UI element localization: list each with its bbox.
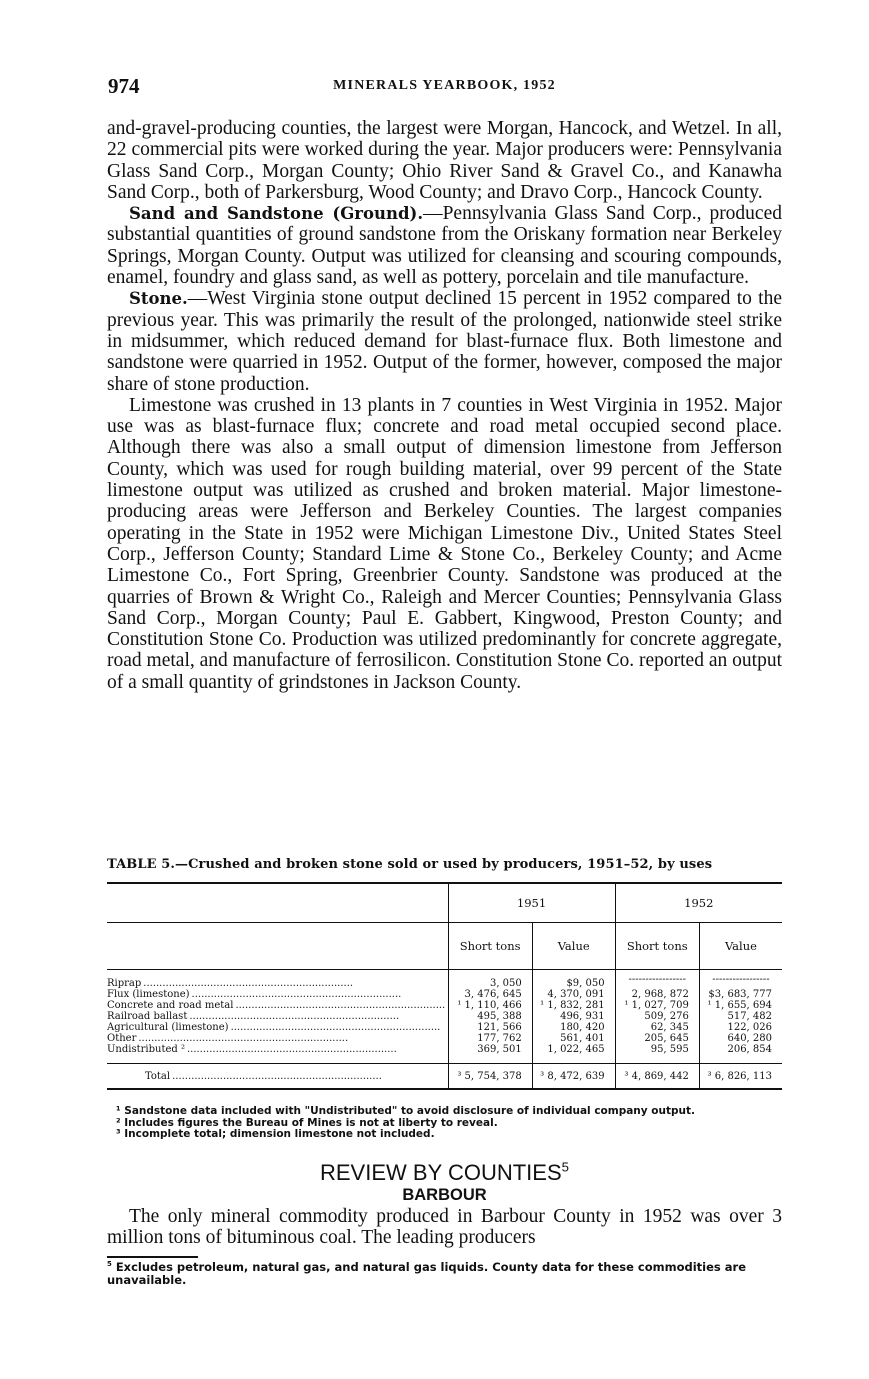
running-head: MINERALS YEARBOOK, 1952 — [333, 78, 556, 93]
paragraph-stone — [107, 288, 782, 394]
paragraph-sand-gravel: and-gravel-producing counties, the largest were Morgan, Hancock, and Wetzel. In all, 22 commercial pits were worked during the year. Major producers were: Pennsylvania Glass Sand Corp., Morgan County; Ohio River Sand & Gravel Co., and Kanawha Sand Corp., both of Parkersburg, Wood County; and Dravo Corp., Hancock County. — [107, 118, 782, 203]
footnote-rule — [107, 1256, 198, 1258]
cell: ³ 6, 826, 113 — [699, 1064, 782, 1090]
column-header: Short tons — [615, 923, 699, 970]
table-title: TABLE 5.—Crushed and broken stone sold or used by producers, 1951–52, by uses — [107, 857, 713, 872]
county-heading: BARBOUR — [402, 1186, 487, 1204]
row-label: Undistributed ² — [107, 1044, 185, 1055]
cell: 496, 931 — [532, 1011, 615, 1022]
year-header: 1951 — [448, 884, 615, 923]
cell: ¹ 1, 655, 694 — [699, 1000, 782, 1011]
table-row: Other .................................................................. 177, 762 561, 401 205, 645 640, 280 — [107, 1033, 782, 1044]
cell: ³ 8, 472, 639 — [532, 1064, 615, 1090]
cell: 205, 645 — [615, 1033, 699, 1044]
cell: 122, 026 — [699, 1022, 782, 1033]
total-label: Total — [145, 1070, 171, 1082]
cell: 517, 482 — [699, 1011, 782, 1022]
row-label: Flux (limestone) — [107, 989, 190, 1000]
cell: 180, 420 — [532, 1022, 615, 1033]
page-number: 974 — [108, 74, 140, 98]
cell: 62, 345 — [615, 1022, 699, 1033]
footnote-mark: 5 — [107, 1260, 112, 1269]
cell: 640, 280 — [699, 1033, 782, 1044]
cell: 509, 276 — [615, 1011, 699, 1022]
cell: 4, 370, 091 — [532, 989, 615, 1000]
cell: 121, 566 — [448, 1022, 532, 1033]
column-header: Short tons — [448, 923, 532, 970]
page-header — [108, 74, 781, 104]
table-row: Riprap .................................................................. 3, 050 $9, 050 ----------------- ----------------- — [107, 970, 782, 990]
row-label: Riprap — [107, 978, 142, 989]
paragraph-barbour: The only mineral commodity produced in Barbour County in 1952 was over 3 million tons of bituminous coal. The leading producers — [107, 1206, 782, 1249]
table-note: ³ Incomplete total; dimension limestone not included. — [116, 1128, 435, 1140]
body-text — [107, 118, 782, 693]
column-header: Value — [532, 923, 615, 970]
table-note: ¹ Sandstone data included with "Undistributed" to avoid disclosure of individual company output. — [116, 1105, 695, 1117]
run-in-heading: Sand and Sandstone (Ground). — [129, 204, 424, 224]
table-notes — [116, 1106, 776, 1141]
row-label: Concrete and road metal — [107, 1000, 234, 1011]
cell: 3, 476, 645 — [448, 989, 532, 1000]
row-label: Other — [107, 1033, 137, 1044]
page-footnote: $^5$ Excludes petroleum, natural gas, and natural gas liquids. County data for these commodities are unavailable. — [107, 1260, 746, 1287]
table-row: Agricultural (limestone) .................................................................. 121, 566 180, 420 62, 345 122, 026 — [107, 1022, 782, 1033]
cell: ¹ 1, 110, 466 — [448, 1000, 532, 1011]
column-header: Value — [699, 923, 782, 970]
paragraph-ground-sandstone — [107, 203, 782, 288]
row-label: Agricultural (limestone) — [107, 1022, 229, 1033]
table-note: ² Includes figures the Bureau of Mines is not at liberty to reveal. — [116, 1116, 498, 1129]
table-row: Flux (limestone) .................................................................. 3, 476, 645 4, 370, 091 2, 968, 872 $3, 683, 777 — [107, 989, 782, 1000]
table-row: Railroad ballast .................................................................. 495, 388 496, 931 509, 276 517, 482 — [107, 1011, 782, 1022]
run-in-heading: Stone. — [129, 289, 188, 309]
county-text — [107, 1206, 782, 1249]
cell: 369, 501 — [448, 1044, 532, 1064]
cell: 2, 968, 872 — [615, 989, 699, 1000]
cell: ¹ 1, 027, 709 — [615, 1000, 699, 1011]
row-label: Railroad ballast — [107, 1011, 188, 1022]
section-title: REVIEW BY COUNTIES$^5$ — [320, 1159, 569, 1185]
cell: 1, 022, 465 — [532, 1044, 615, 1064]
empty-cell: ----------------- — [699, 970, 782, 990]
paragraph-limestone: Limestone was crushed in 13 plants in 7 counties in West Virginia in 1952. Major use was as blast-furnace flux; concrete and road metal occupied second place. Although there was also a small output of dimension limestone from Jefferson County, which was used for rough building material, over 99 percent of the State limestone output was utilized as crushed and broken material. Major limestone-producing areas were Jefferson and Berkeley Counties. The largest companies operating in the State in 1952 were Michigan Limestone Div., United States Steel Corp., Jefferson County; Standard Lime & Stone Co., Berkeley County; and Acme Limestone Co., Fort Spring, Greenbrier County. Sandstone was produced at the quarries of Brown & Wright Co., Raleigh and Mercer Counties; Pennsylvania Glass Sand Corp., Morgan County; Paul E. Gabbert, Kingwood, Preston County; and Constitution Stone Co. Production was utilized predominantly for concrete aggregate, road metal, and manufacture of ferrosilicon. Constitution Stone Co. reported an output of a small quantity of grindstones in Jackson County. — [107, 394, 782, 693]
empty-cell: ----------------- — [615, 970, 699, 990]
cell: 561, 401 — [532, 1033, 615, 1044]
cell: ³ 4, 869, 442 — [615, 1064, 699, 1090]
cell: 3, 050 — [448, 970, 532, 990]
table-total-row: Total .................................................................. ³ 5, 754, 378 ³ 8, 472, 639 ³ 4, 869, 442 ³ 6, 826, 113 — [107, 1064, 782, 1090]
cell: 177, 762 — [448, 1033, 532, 1044]
footnote-mark: 5 — [561, 1159, 569, 1175]
table-row: Undistributed ² .................................................................. 369, 501 1, 022, 465 95, 595 206, 854 — [107, 1044, 782, 1064]
paragraph-text: —Pennsylvania Glass Sand Corp., produced substantial quantities of ground sandstone from the Oriskany formation near Berkeley Springs, Morgan County. Output was utilized for cleansing and scouring compounds, enamel, foundry and glass sand, as well as pottery, porcelain and tile manufacture. — [107, 203, 782, 289]
year-header: 1952 — [615, 884, 782, 923]
cell: $9, 050 — [532, 970, 615, 990]
cell: 206, 854 — [699, 1044, 782, 1064]
cell: ¹ 1, 832, 281 — [532, 1000, 615, 1011]
cell: $3, 683, 777 — [699, 989, 782, 1000]
table-row: Concrete and road metal .................................................................. ¹ 1, 110, 466 ¹ 1, 832, 281 ¹ 1, 027, 709 ¹ 1, 655, 694 — [107, 1000, 782, 1011]
cell: 495, 388 — [448, 1011, 532, 1022]
paragraph-text: —West Virginia stone output declined 15 percent in 1952 compared to the previous year. This was primarily the result of the prolonged, nationwide steel strike in midsummer, which reduced demand for blast-furnace flux. Both limestone and sandstone were quarried in 1952. Output of the former, however, composed the major share of stone production. — [107, 288, 782, 395]
cell: 95, 595 — [615, 1044, 699, 1064]
stone-table — [107, 882, 782, 1090]
cell: ³ 5, 754, 378 — [448, 1064, 532, 1090]
